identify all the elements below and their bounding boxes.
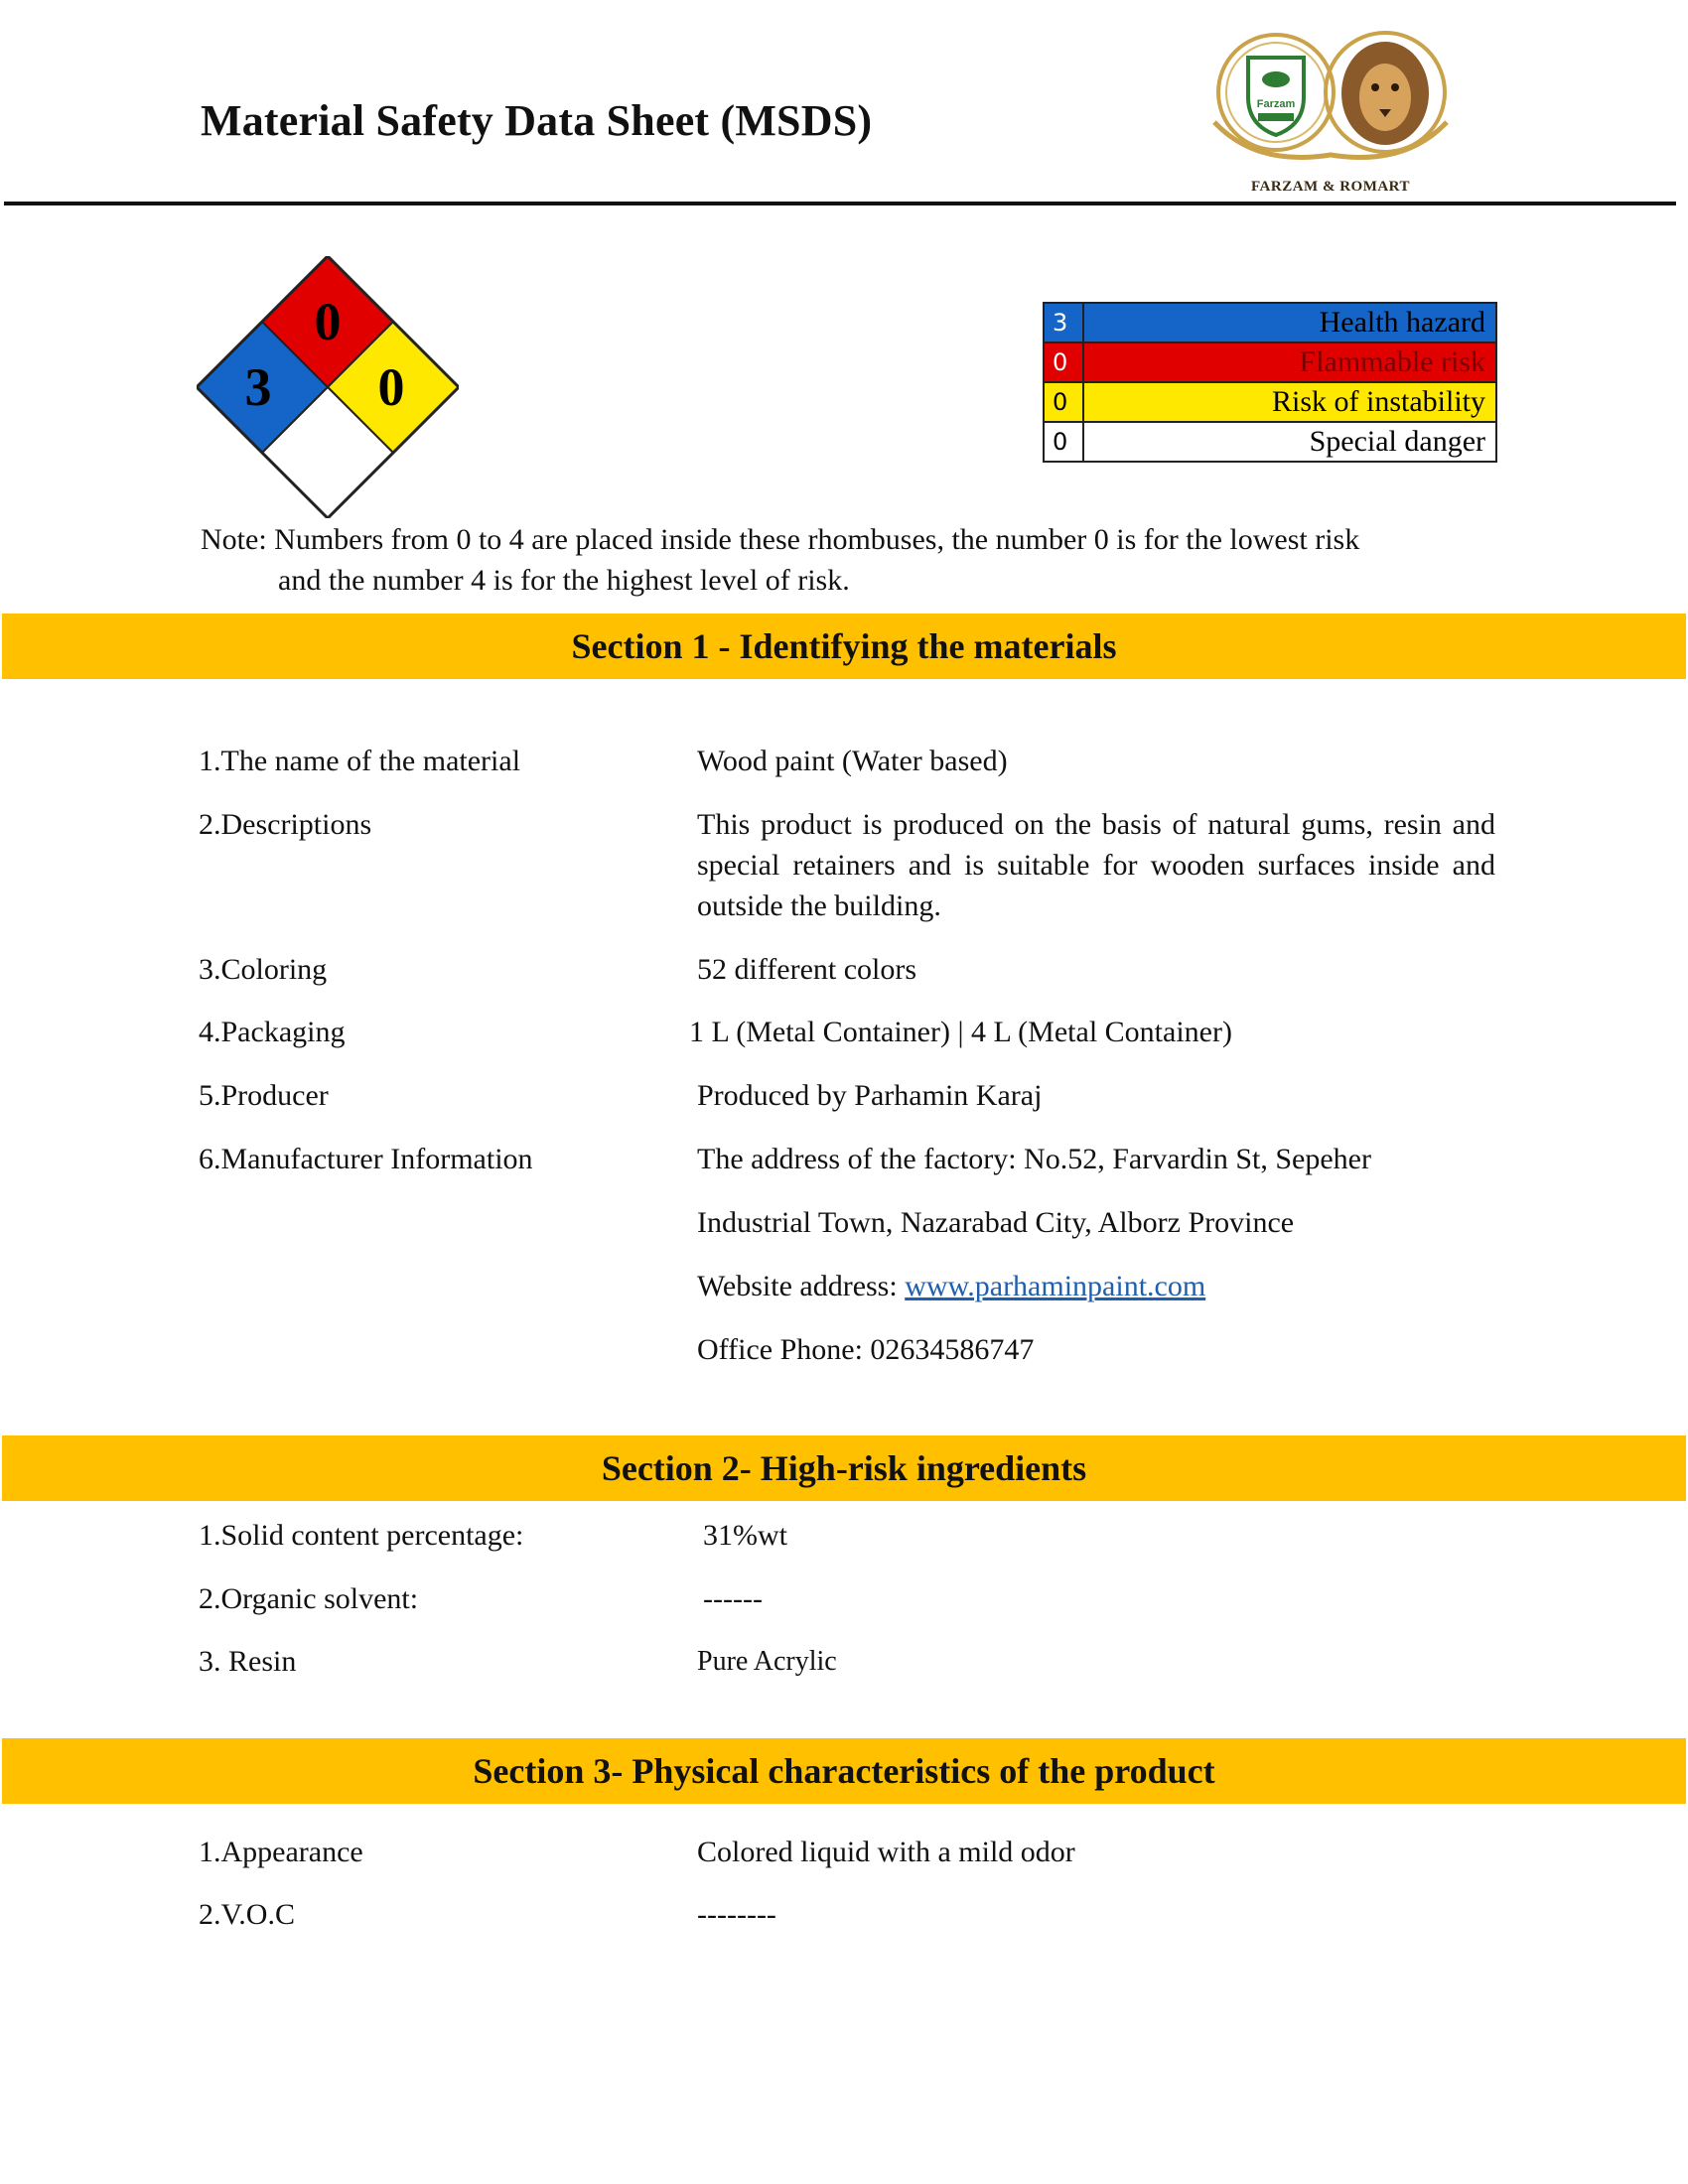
legend-value: 3: [1044, 303, 1083, 342]
page-title: Material Safety Data Sheet (MSDS): [201, 96, 873, 145]
website-prefix: Website address:: [697, 1270, 906, 1302]
voc-label: 2.V.O.C: [199, 1898, 295, 1931]
factory-address-line-2: Industrial Town, Nazarabad City, Alborz Province: [697, 1206, 1295, 1239]
producer-label: 5.Producer: [199, 1079, 329, 1112]
legend-label: Health hazard: [1083, 303, 1496, 342]
legend-value: 0: [1044, 342, 1083, 382]
instability-number: 0: [377, 357, 405, 417]
section-3-header: Section 3- Physical characteristics of the product: [2, 1738, 1686, 1804]
hazard-legend-table: [1043, 302, 1497, 463]
section-1-header: Section 1 - Identifying the materials: [2, 614, 1686, 679]
producer-value: Produced by Parhamin Karaj: [697, 1079, 1043, 1112]
legend-label: Special danger: [1083, 422, 1496, 462]
logo-caption: FARZAM & ROMART: [1250, 179, 1410, 195]
legend-row: [1044, 382, 1496, 422]
website-link[interactable]: www.parhaminpaint.com: [905, 1270, 1206, 1302]
shield-icon: [1248, 58, 1304, 135]
section-2-header: Section 2- High-risk ingredients: [2, 1435, 1686, 1501]
factory-address-line-1: The address of the factory: No.52, Farvardin St, Sepeher: [697, 1143, 1371, 1175]
company-logo: [1196, 28, 1465, 202]
legend-value: 0: [1044, 422, 1083, 462]
organic-solvent-value: ------: [703, 1582, 763, 1615]
appearance-label: 1.Appearance: [199, 1836, 363, 1868]
header-divider: [4, 202, 1676, 205]
office-phone: Office Phone: 02634586747: [697, 1333, 1035, 1366]
resin-value: Pure Acrylic: [697, 1646, 837, 1677]
legend-value: 0: [1044, 382, 1083, 422]
manufacturer-label: 6.Manufacturer Information: [199, 1143, 533, 1175]
material-name-value: Wood paint (Water based): [697, 745, 1008, 777]
appearance-value: Colored liquid with a mild odor: [697, 1836, 1075, 1868]
legend-row: [1044, 422, 1496, 462]
note-line-2: and the number 4 is for the highest level of risk.: [278, 564, 850, 597]
flammability-number: 0: [314, 292, 342, 351]
coloring-value: 52 different colors: [697, 953, 917, 986]
hazard-note: [201, 519, 1501, 601]
coloring-label: 3.Coloring: [199, 953, 328, 986]
descriptions-label: 2.Descriptions: [199, 808, 372, 841]
hazard-diamond: [197, 256, 459, 518]
legend-row: [1044, 303, 1496, 342]
legend-row: [1044, 342, 1496, 382]
website-row: [697, 1266, 1205, 1306]
lion-icon: [1341, 42, 1429, 145]
voc-value: --------: [697, 1898, 776, 1931]
organic-solvent-label: 2.Organic solvent:: [199, 1582, 419, 1615]
packaging-label: 4.Packaging: [199, 1016, 346, 1048]
logo-badge-text: Farzam: [1256, 98, 1296, 110]
material-name-label: 1.The name of the material: [199, 745, 521, 777]
resin-label: 3. Resin: [199, 1645, 297, 1678]
solid-content-value: 31%wt: [703, 1519, 787, 1552]
solid-content-label: 1.Solid content percentage:: [199, 1519, 524, 1552]
note-line-1: Note: Numbers from 0 to 4 are placed inside these rhombuses, the number 0 is for the lowest risk: [201, 523, 1360, 556]
legend-label: Risk of instability: [1083, 382, 1496, 422]
health-number: 3: [244, 357, 272, 417]
descriptions-value: This product is produced on the basis of natural gums, resin and special retainers and is suitable for wooden surfaces inside and outside the building.: [697, 808, 1495, 922]
packaging-value: 1 L (Metal Container) | 4 L (Metal Container): [689, 1016, 1232, 1048]
legend-label: Flammable risk: [1083, 342, 1496, 382]
